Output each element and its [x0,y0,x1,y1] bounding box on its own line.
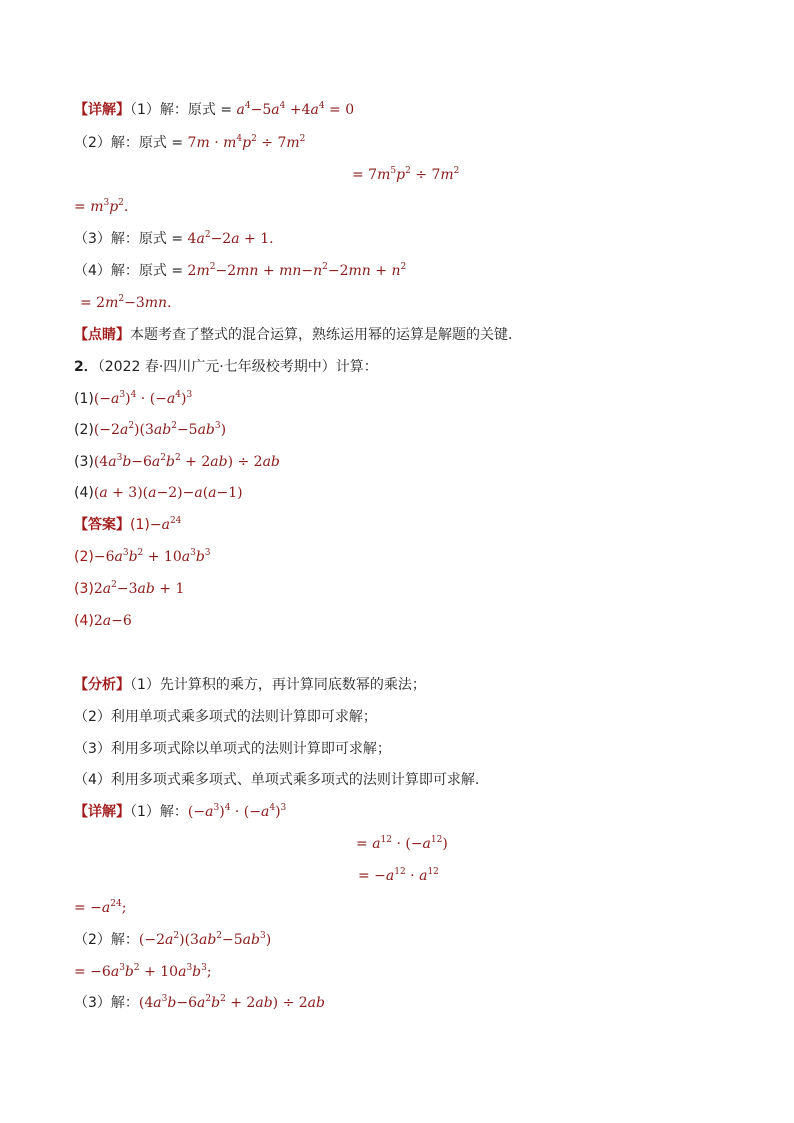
math-expression: = $-6a^3b^2 + 10a^3b^3$; [74,963,212,980]
analysis-line-4 [74,770,479,790]
analysis-text: （2）利用单项式乘多项式的法则计算即可求解； [74,709,377,725]
question-item-3 [74,452,280,472]
detail-tag: 【详解】 [74,102,130,118]
item-label: (1) [74,391,94,407]
detail2-line-3 [74,993,325,1013]
detail-line-2c [74,197,128,217]
analysis-text: （4）利用多项式乘多项式、单项式乘多项式的法则计算即可求解. [74,772,480,788]
math-expression: 2a−6 [93,613,132,629]
detail-line-2 [74,133,305,153]
step-label: （1）解： [130,804,188,820]
answer-label: (3) [74,581,94,597]
detail-line-1 [74,100,354,120]
answer-label: (4) [74,613,94,629]
item-label: (2) [74,422,94,438]
detail-line-4b [80,293,172,313]
step-label: （4）解：原式 = [74,263,188,279]
detail2-line-2b [74,962,212,982]
analysis-text: （1）先计算积的乘方，再计算同底数幂的乘法； [130,677,426,693]
detail-line-3 [74,229,274,249]
detail-tag: 【详解】 [74,804,130,820]
step-label: （3）解： [74,995,139,1011]
step-label: （2）解：原式 = [74,135,188,151]
question-item-4 [74,483,243,503]
analysis-line-3 [74,739,391,759]
detail2-line-1d [74,898,126,918]
answer-line-4 [74,611,132,631]
math-expression: $(-2a^2)(3ab^2-5ab^3)$ [93,421,227,438]
question-number: 2． [74,359,98,375]
detail2-line-1b [356,834,448,854]
math-expression: $-6a^3b^2 + 10a^3b^3$ [93,548,211,565]
item-label: (4) [74,485,94,501]
math-expression: $a^4-5a^4 +4a^4 = 0$ [236,101,355,118]
answer-tag: 【答案】 [74,517,130,533]
detail-line-2b [352,165,459,185]
math-expression: $(-a^3)^4 \cdot (-a^4)^3$ [93,390,193,407]
detail-line-4 [74,261,406,281]
answer-label: (1) [130,517,150,533]
step-label: （3）解：原式 = [74,231,188,247]
dianjing-tag: 【点睛】 [74,327,130,343]
detail2-line-1c [358,866,439,886]
detail2-line-2 [74,930,271,950]
analysis-tag: 【分析】 [74,677,130,693]
question-item-2 [74,420,226,440]
step-label: （2）解： [74,932,139,948]
answer-line-3 [74,579,184,599]
math-expression: = $-a^{12} \cdot a^{12}$ [358,867,439,884]
math-expression: $4a^2-2a + 1$. [187,230,274,247]
answer-line-1 [74,515,181,535]
dianjing-text: 本题考查了整式的混合运算，熟练运用幂的运算是解题的关键． [130,327,522,343]
math-expression: (a + 3)(a−2)−a(a−1) [93,485,243,501]
answer-line-2 [74,547,211,567]
detail2-line-1 [74,802,286,822]
math-expression: $(4a^3b-6a^2b^2 + 2ab) \div 2ab$ [138,994,325,1011]
answer-label: (2) [74,549,94,565]
math-expression: = $7m^5p^2 \div 7m^2$ [352,166,460,183]
analysis-line-1 [74,675,426,695]
math-expression: = $2m^2-3mn$. [80,294,172,311]
question-2-header [74,357,378,377]
math-expression: $2a^2-3ab + 1$ [93,580,185,597]
question-item-1 [74,389,192,409]
math-expression: = $a^{12} \cdot (-a^{12})$ [356,835,448,852]
item-label: (3) [74,454,94,470]
analysis-line-2 [74,707,377,727]
math-expression: $-a^{24}$ [149,516,182,533]
math-expression: = $-a^{24}$; [74,899,127,916]
math-expression: = $m^3p^2$. [74,198,129,215]
math-expression: $(-a^3)^4 \cdot (-a^4)^3$ [187,803,287,820]
math-expression: $2m^2-2mn + mn-n^2-2mn + n^2$ [187,262,407,279]
analysis-text: （3）利用多项式除以单项式的法则计算即可求解； [74,741,391,757]
question-source: （2022 春·四川广元·七年级校考期中）计算： [97,359,378,375]
math-expression: $7m \cdot m^4p^2 \div 7m^2$ [187,134,306,151]
step-label: （1）解：原式 = [130,102,237,118]
math-expression: $(-2a^2)(3ab^2-5ab^3)$ [138,931,272,948]
dianjing-line [74,325,522,345]
math-expression: $(4a^3b-6a^2b^2 + 2ab) \div 2ab$ [93,453,280,470]
